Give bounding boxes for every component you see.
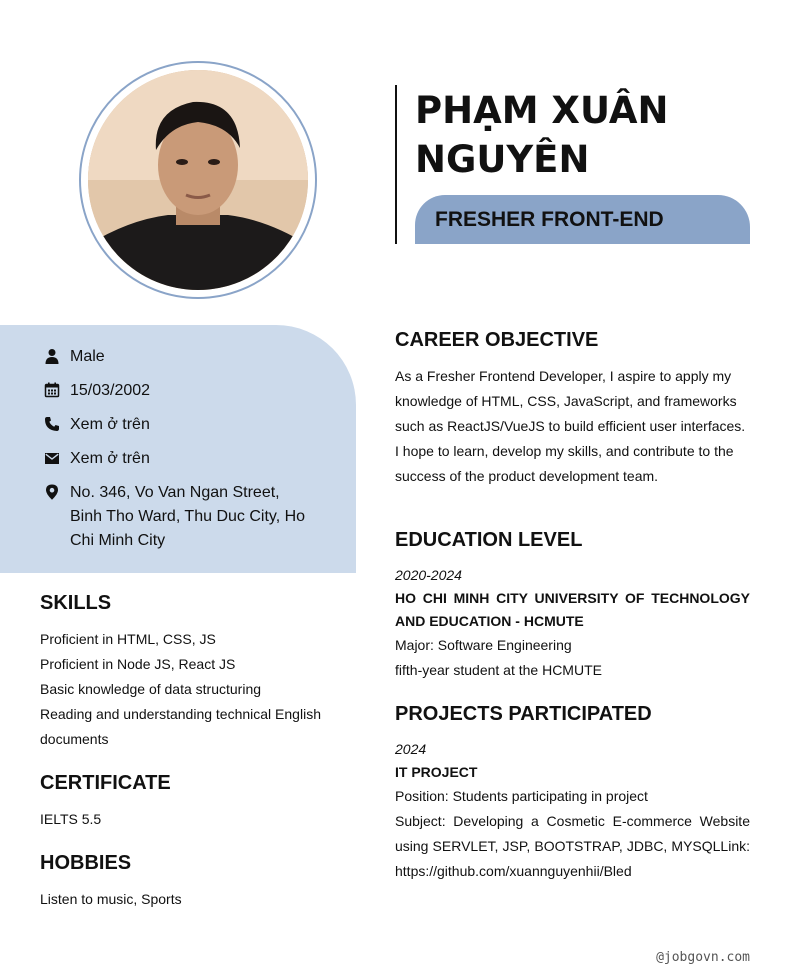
gender-value: Male	[70, 348, 105, 365]
contact-email	[40, 447, 150, 471]
project-position: Position: Students participating in project	[395, 788, 648, 804]
person-icon	[40, 344, 64, 368]
mail-icon	[40, 446, 64, 470]
phone-value: Xem ở trên	[70, 416, 150, 433]
watermark: @jobgovn.com	[656, 950, 750, 965]
phone-icon	[40, 412, 64, 436]
dob-value: 15/03/2002	[70, 382, 151, 399]
calendar-icon	[40, 378, 64, 402]
career-objective-heading: CAREER OBJECTIVE	[395, 329, 599, 351]
name-accent-bar	[395, 85, 397, 244]
education-major: Major: Software Engineering	[395, 637, 572, 653]
email-value: Xem ở trên	[70, 450, 150, 467]
education-entry	[395, 564, 750, 683]
skill-item: Proficient in HTML, CSS, JS	[40, 631, 216, 647]
project-entry	[395, 738, 750, 884]
job-title: FRESHER FRONT-END	[435, 207, 664, 231]
education-school: HO CHI MINH CITY UNIVERSITY OF TECHNOLOGY AND EDUCATION - HCMUTE	[395, 590, 750, 629]
project-period: 2024	[395, 741, 427, 757]
job-title-banner	[415, 195, 750, 244]
profile-photo	[88, 70, 308, 290]
project-subject: Subject: Developing a Cosmetic E-commerce Website using SERVLET, JSP, BOOTSTRAP, JDBC, MYSQLLink: https://github.com/xuannguyenhii/Bled	[395, 813, 750, 879]
contact-dob	[40, 379, 150, 403]
portrait-photo-icon	[88, 70, 308, 290]
education-period: 2020-2024	[395, 567, 462, 583]
skills-heading: SKILLS	[40, 592, 112, 614]
hobbies-text: Listen to music, Sports	[40, 891, 182, 907]
education-note: fifth-year student at the HCMUTE	[395, 662, 602, 678]
education-heading: EDUCATION LEVEL	[395, 529, 583, 551]
skill-item: Reading and understanding technical English documents	[40, 706, 321, 747]
career-objective-text: As a Fresher Frontend Developer, I aspire to apply my knowledge of HTML, CSS, JavaScript, and frameworks such as ReactJS/VueJS to build efficient user interfaces. I hope to learn, develop my skills, and contribute to the success of the product development team.	[395, 368, 746, 484]
skills-list	[40, 627, 330, 752]
address-value: No. 346, Vo Van Ngan Street, Binh Tho Ward, Thu Duc City, Ho Chi Minh City	[70, 484, 306, 549]
contact-gender	[40, 345, 105, 369]
projects-heading: PROJECTS PARTICIPATED	[395, 703, 652, 725]
contact-address	[40, 481, 310, 553]
contact-phone	[40, 413, 150, 437]
certificate-heading: CERTIFICATE	[40, 772, 171, 794]
location-pin-icon	[40, 480, 64, 504]
certificate-text: IELTS 5.5	[40, 811, 102, 827]
hobbies-heading: HOBBIES	[40, 852, 132, 874]
project-name: IT PROJECT	[395, 764, 478, 780]
skill-item: Basic knowledge of data structuring	[40, 681, 262, 697]
candidate-name: PHẠM XUÂN NGUYÊN	[415, 89, 669, 181]
skill-item: Proficient in Node JS, React JS	[40, 656, 236, 672]
